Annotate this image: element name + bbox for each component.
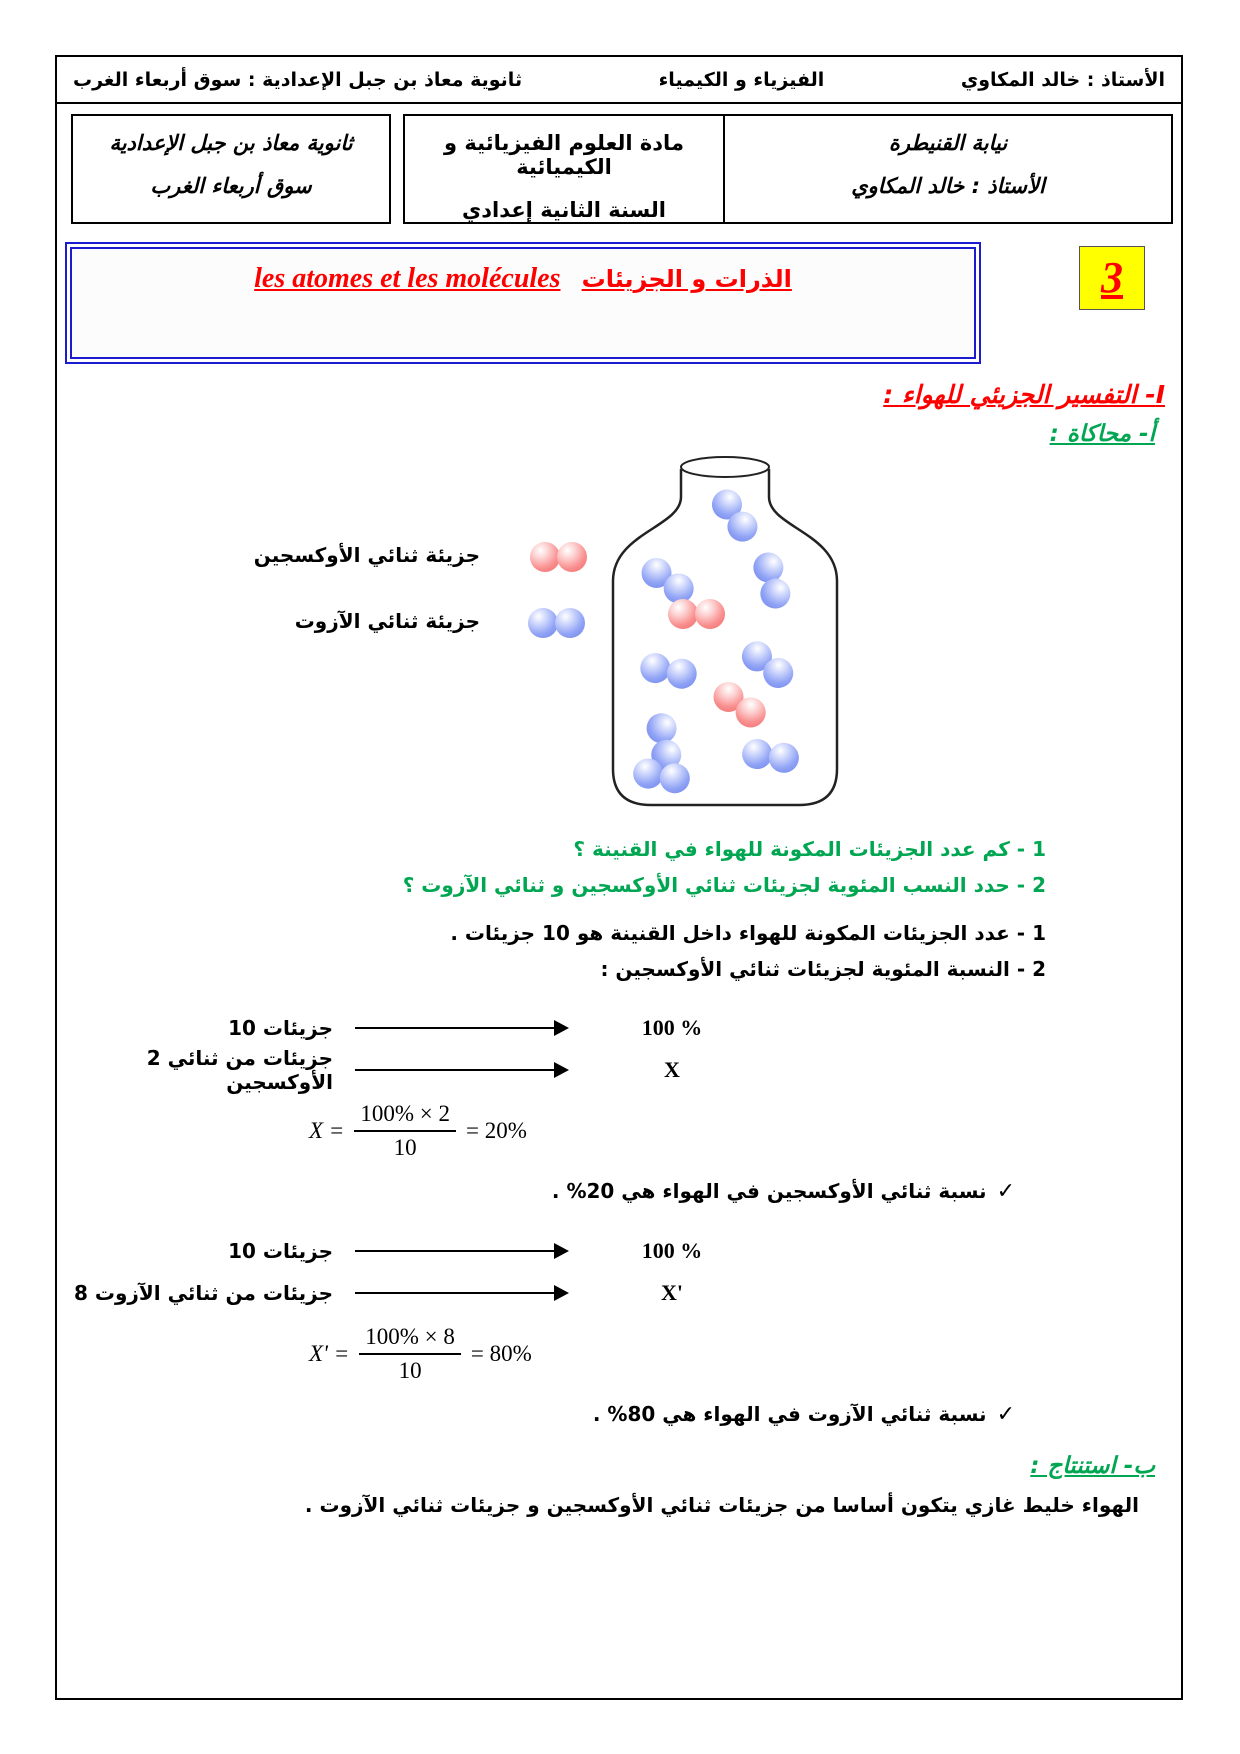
air-simulation-diagram (57, 451, 1181, 819)
lesson-number-box (1079, 246, 1145, 310)
formula-lhs: X = (309, 1118, 345, 1143)
nitrogen-percentage-note (57, 1402, 1181, 1427)
right-arrow-icon (355, 1027, 567, 1029)
proportion-row (57, 1272, 1181, 1314)
atom-sphere (767, 741, 801, 775)
section-heading-1 (57, 364, 1181, 409)
atom-sphere (530, 542, 560, 572)
nitrogen-percentage-formula (309, 1324, 532, 1384)
proportion-label: 10 جزيئات (228, 1016, 333, 1040)
info-box-delegation (723, 114, 1173, 224)
oxygen-molecule (668, 599, 726, 629)
right-arrow-icon (355, 1292, 567, 1294)
oxygen-molecule (708, 676, 773, 734)
formula-result: = 20% (465, 1118, 527, 1143)
proportion-value: X (664, 1057, 680, 1082)
check-icon: ✓ (996, 1402, 1015, 1427)
formula-result: = 80% (470, 1341, 532, 1366)
nitrogen-molecule (736, 635, 800, 694)
top-header (57, 57, 1181, 104)
title-banner-inner (70, 247, 976, 359)
header-subject: الفيزياء و الكيمياء (658, 68, 825, 91)
proportion-row (57, 1007, 1181, 1049)
nitrogen-molecule (706, 484, 764, 549)
nitrogen-molecule (631, 756, 693, 796)
info-box-school (71, 114, 391, 224)
proportion-row (57, 1046, 1181, 1094)
proportion-label: 10 جزيئات (228, 1239, 333, 1263)
atom-sphere (555, 608, 585, 638)
atom-sphere (668, 599, 698, 629)
nitrogen-molecule (638, 650, 701, 691)
document-page (55, 55, 1183, 1700)
lesson-title (72, 263, 974, 295)
header-teacher: الأستاذ : خالد المكاوي (960, 68, 1165, 91)
formula-fraction (354, 1101, 456, 1161)
nitrogen-molecule-label: جزيئة ثنائي الآزوت (294, 609, 480, 633)
answer-2: 2 - النسبة المئوية لجزيئات ثنائي الأوكسجين : (600, 957, 1046, 981)
title-banner (65, 242, 981, 364)
proportion-value: X' (661, 1280, 683, 1305)
molecule-layer (57, 451, 1181, 819)
question-2: 2 - حدد النسب المئوية لجزيئات ثنائي الأوكسجين و ثنائي الآزوت ؟ (402, 873, 1046, 897)
subsection-b-text: ب- استنتاج : (1030, 1453, 1155, 1479)
formula-numerator: 100% × 8 (359, 1324, 461, 1355)
oxygen-molecule (530, 542, 588, 572)
lesson-title-french: les atomes et les molécules (254, 263, 561, 294)
oxygen-percentage-formula (309, 1101, 527, 1161)
subsection-a-text: أ- محاكاة : (1049, 421, 1155, 447)
note-text: نسبة ثنائي الأوكسجين في الهواء هي 20% . (551, 1179, 987, 1203)
answer-1: 1 - عدد الجزيئات المكونة للهواء داخل القنينة هو 10 جزيئات . (450, 921, 1046, 945)
proportion-value: 100 % (641, 1015, 703, 1040)
nitrogen-molecule (750, 549, 794, 613)
school-name: ثانوية معاذ بن جبل الإعدادية (109, 131, 353, 155)
grade-level: السنة الثانية إعدادي (461, 198, 666, 222)
answers-block (57, 915, 1181, 987)
formula-denominator: 10 (393, 1135, 417, 1160)
formula-fraction (359, 1324, 461, 1384)
proportion-block-nitrogen (57, 1230, 1181, 1427)
proportion-block-oxygen (57, 1007, 1181, 1204)
conclusion-text: الهواء خليط غازي يتكون أساسا من جزيئات ثنائي الأوكسجين و جزيئات ثنائي الآزوت . (304, 1493, 1139, 1517)
title-banner-row (65, 242, 1173, 364)
delegation-name: نيابة القنيطرة (888, 131, 1008, 155)
right-arrow-icon (355, 1069, 567, 1071)
atom-sphere (695, 599, 725, 629)
proportion-row (57, 1230, 1181, 1272)
subject-name: مادة العلوم الفيزيائية و الكيميائية (444, 131, 684, 179)
nitrogen-molecule (740, 737, 802, 775)
header-school: ثانوية معاذ بن جبل الإعدادية : سوق أربعاء الغرب (73, 68, 523, 91)
atom-sphere (657, 761, 692, 796)
atom-sphere (528, 608, 558, 638)
proportion-value: 100 % (641, 1238, 703, 1263)
nitrogen-molecule (528, 608, 586, 638)
subsection-b-heading (57, 1441, 1181, 1479)
note-text: نسبة ثنائي الآزوت في الهواء هي 80% . (592, 1402, 987, 1426)
check-icon: ✓ (996, 1179, 1015, 1204)
section-heading-1-text: I- التفسير الجزيئي للهواء : (883, 380, 1165, 409)
proportion-label: 2 جزيئات من ثنائي الأوكسجين (146, 1046, 333, 1094)
atom-sphere (557, 542, 587, 572)
proportion-label: 8 جزيئات من ثنائي الآزوت (73, 1281, 333, 1305)
formula-numerator: 100% × 2 (354, 1101, 456, 1132)
lesson-number: 3 (1101, 253, 1123, 302)
school-city: سوق أربعاء الغرب (150, 174, 312, 198)
subsection-a-heading (57, 409, 1181, 447)
teacher-name: الأستاذ : خالد المكاوي (851, 174, 1045, 198)
oxygen-molecule-label: جزيئة ثنائي الأوكسجين (253, 543, 480, 567)
question-1: 1 - كم عدد الجزيئات المكونة للهواء في القنينة ؟ (573, 837, 1046, 861)
right-arrow-icon (355, 1250, 567, 1252)
info-box-subject (403, 114, 725, 224)
formula-lhs: X' = (309, 1341, 350, 1366)
formula-denominator: 10 (398, 1358, 422, 1383)
info-boxes-row (57, 104, 1181, 228)
lesson-title-arabic: الذرات و الجزيئات (581, 265, 792, 293)
oxygen-percentage-note (57, 1179, 1181, 1204)
questions-block (57, 831, 1181, 903)
